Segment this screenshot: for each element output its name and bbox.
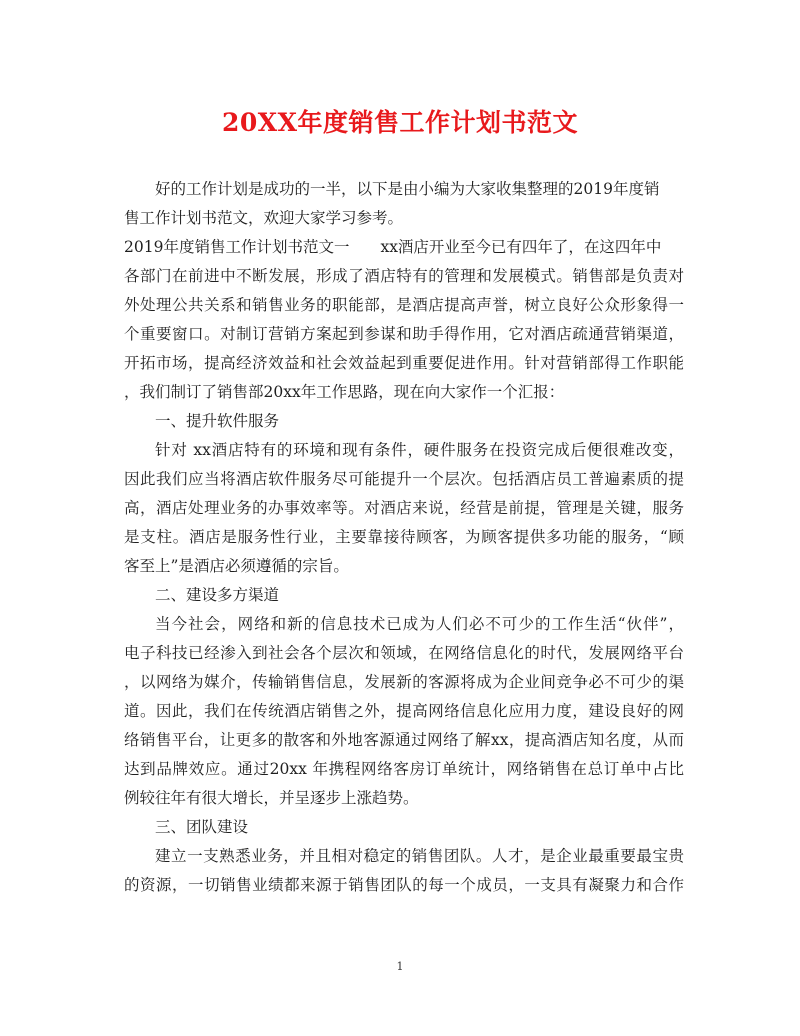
section-heading: 一、提升软件服务	[155, 412, 280, 430]
paragraph-line: 是支柱。酒店是服务性行业，主要靠接待顾客，为顾客提供多功能的服务，“顾	[124, 528, 684, 546]
paragraph-line: 络销售平台，让更多的散客和外地客源通过网络了解xx，提高酒店知名度，从而	[124, 731, 684, 749]
paragraph-line: 2019年度销售工作计划书范文一 xx酒店开业至今已有四年了，在这四年中	[124, 238, 662, 256]
paragraph-line: 售工作计划书范文，欢迎大家学习参考。	[124, 209, 404, 227]
paragraph-line: 例较往年有很大增长，并呈逐步上涨趋势。	[124, 789, 419, 807]
section-heading: 三、团队建设	[155, 818, 249, 836]
paragraph-line: 好的工作计划是成功的一半，以下是由小编为大家收集整理的2019年度销	[155, 180, 660, 198]
paragraph-line: 道。因此，我们在传统酒店销售之外，提高网络信息化应用力度，建设良好的网	[124, 702, 684, 720]
paragraph-line: ，我们制订了销售部20xx年工作思路，现在向大家作一个汇报：	[124, 383, 565, 401]
paragraph-line: 的资源，一切销售业绩都来源于销售团队的每一个成员，一支具有凝聚力和合作	[124, 876, 684, 894]
paragraph-line: 针对 xx酒店特有的环境和现有条件，硬件服务在投资完成后便很难改变，	[155, 441, 684, 459]
paragraph-line: 客至上”是酒店必须遵循的宗旨。	[124, 557, 349, 575]
paragraph-line: 各部门在前进中不断发展，形成了酒店特有的管理和发展模式。销售部是负责对	[124, 267, 684, 285]
paragraph-line: 当今社会，网络和新的信息技术已成为人们必不可少的工作生活“伙伴”，	[155, 615, 684, 633]
paragraph-line: 电子科技已经渗入到社会各个层次和领域，在网络信息化的时代，发展网络平台	[124, 644, 684, 662]
page-number: 1	[396, 960, 404, 973]
paragraph-line: 建立一支熟悉业务，并且相对稳定的销售团队。人才，是企业最重要最宝贵	[155, 847, 684, 865]
document-title: 20XX年度销售工作计划书范文	[221, 108, 579, 137]
paragraph-line: 个重要窗口。对制订营销方案起到参谋和助手得作用，它对酒店疏通营销渠道，	[124, 325, 684, 343]
paragraph-line: 开拓市场，提高经济效益和社会效益起到重要促进作用。针对营销部得工作职能	[124, 354, 684, 372]
paragraph-line: ，以网络为媒介，传输销售信息，发展新的客源将成为企业间竞争必不可少的渠	[124, 673, 684, 691]
paragraph-line: 外处理公共关系和销售业务的职能部，是酒店提高声誉，树立良好公众形象得一	[124, 296, 684, 314]
section-heading: 二、建设多方渠道	[155, 586, 280, 604]
paragraph-line: 因此我们应当将酒店软件服务尽可能提升一个层次。包括酒店员工普遍素质的提	[124, 470, 684, 488]
paragraph-line: 达到品牌效应。通过20xx 年携程网络客房订单统计，网络销售在总订单中占比	[124, 760, 684, 778]
paragraph-line: 高，酒店处理业务的办事效率等。对酒店来说，经营是前提，管理是关键，服务	[124, 499, 684, 517]
